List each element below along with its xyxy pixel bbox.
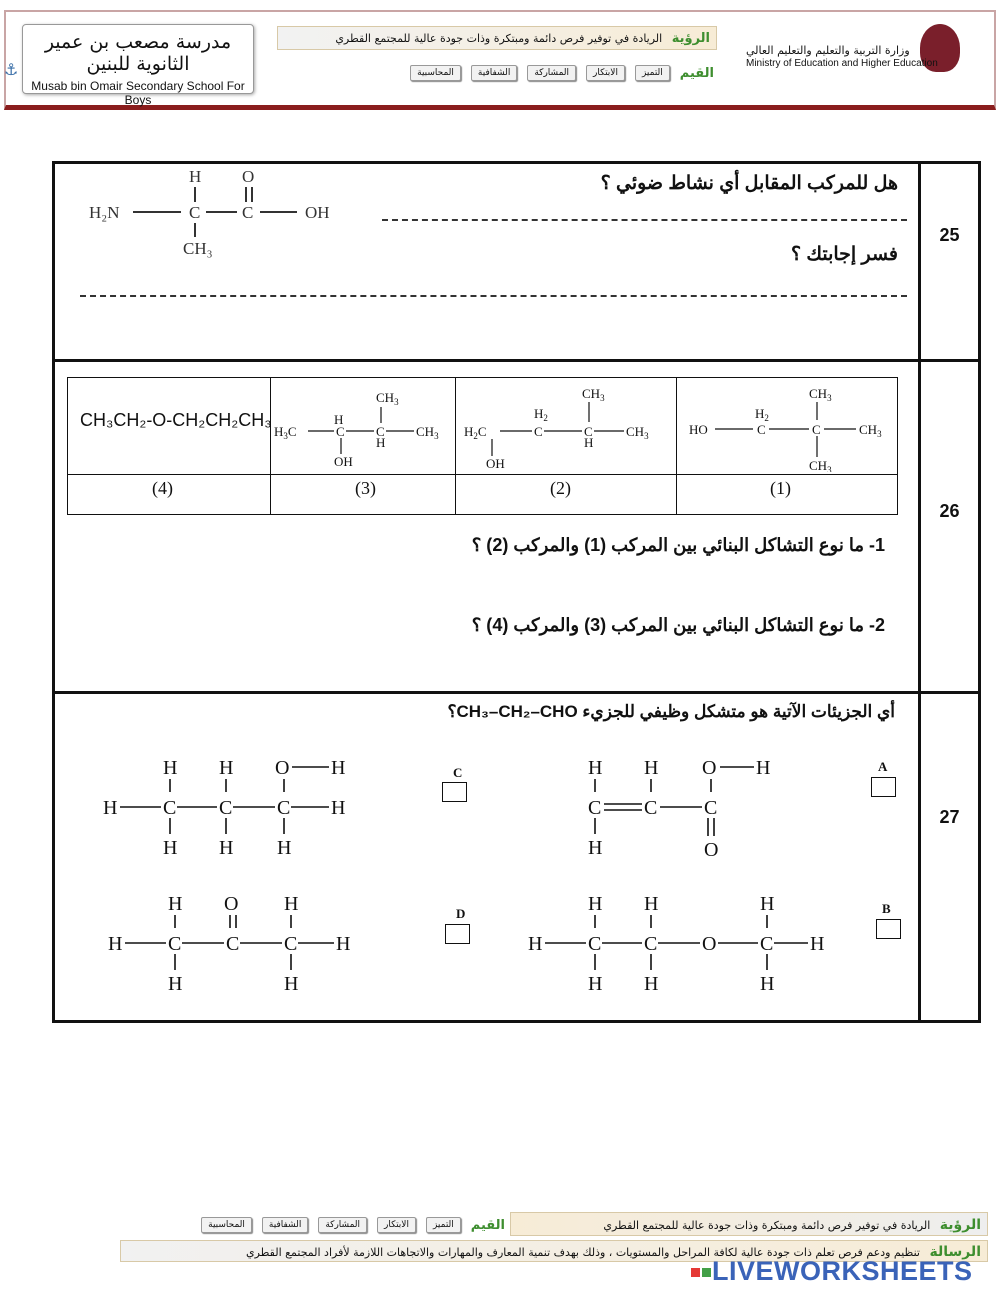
ministry-name-en: Ministry of Education and Higher Education (746, 58, 938, 69)
svg-text:C: C (584, 424, 593, 439)
svg-text:O: O (224, 893, 239, 915)
q25-h-atom: H (189, 167, 202, 186)
q25-answer-line-2[interactable] (80, 295, 907, 297)
svg-text:H: H (163, 837, 178, 859)
row-divider-2 (52, 691, 981, 694)
svg-text:CH3: $CH_3$ (416, 424, 439, 441)
svg-text:C: C (704, 797, 718, 819)
footer-value-excellence: التميز (426, 1217, 461, 1233)
footer-vision-strip (510, 1212, 988, 1236)
q26-subquestion-1: 1- ما نوع التشاكل البنائي بين المركب (1) والمركب (2) ؟ (471, 535, 885, 555)
svg-text:H3C: $H_3C$ (274, 424, 297, 441)
q26-subquestion-2: 2- ما نوع التشاكل البنائي بين المركب (3) والمركب (4) ؟ (471, 615, 885, 635)
vision-strip (277, 26, 717, 50)
svg-text:C: C (163, 797, 177, 819)
vision-label: الرؤية (671, 31, 710, 46)
vision-text: الريادة في توفير فرص دائمة ومبتكرة وذات جودة عالية للمجتمع القطري (335, 32, 663, 45)
svg-text:H: H (588, 973, 603, 995)
svg-text:H: H (103, 797, 118, 819)
page-header (0, 0, 1000, 122)
q26-col-divider-1 (270, 377, 271, 515)
svg-text:C: C (376, 424, 385, 439)
svg-text:H: H (810, 933, 825, 955)
svg-text:H: H (168, 973, 183, 995)
svg-text:C: C (336, 424, 345, 439)
svg-text:CH3: $CH_3$ (809, 386, 832, 403)
svg-text:HO: HO (689, 422, 708, 437)
svg-text:CH3: $CH_3$ (809, 458, 832, 472)
svg-text:CH3: $CH_3$ (859, 422, 882, 439)
q27-option-a-structure (580, 752, 790, 864)
q27-question: أي الجزيئات الآتية هو متشكل وظيفي للجزيء CH₃–CH₂–CHO؟ (447, 702, 895, 721)
svg-text:H: H (163, 757, 178, 779)
svg-text:H: H (528, 933, 543, 955)
svg-text:C: C (644, 933, 658, 955)
value-participation: المشاركة (527, 65, 576, 81)
footer-value-accountability: المحاسبية (201, 1217, 252, 1233)
svg-text:O: O (275, 757, 290, 779)
q27-option-b-checkbox[interactable] (876, 919, 901, 939)
svg-text:H: H (277, 837, 292, 859)
school-name-en: Musab bin Omair Secondary School For Boys (31, 79, 245, 107)
q26-compound-1-structure (679, 380, 897, 472)
value-transparency: الشفافية (471, 65, 517, 81)
footer-value-transparency: الشفافية (262, 1217, 308, 1233)
svg-text:O: O (702, 933, 717, 955)
footer-value-innovation: الابتكار (377, 1217, 416, 1233)
q25-alanine-structure (85, 165, 355, 260)
q25-methyl: CH₃ (183, 239, 213, 258)
ministry-logo (740, 20, 960, 90)
q27-option-d-checkbox[interactable] (445, 924, 470, 944)
svg-text:H: H (331, 797, 346, 819)
svg-text:OH: OH (486, 456, 505, 471)
svg-text:C: C (760, 933, 774, 955)
svg-text:CH3: $CH_3$ (626, 424, 649, 441)
svg-text:H: H (588, 837, 603, 859)
q25-amino-group: H₂N (89, 203, 120, 222)
svg-text:O: O (702, 757, 717, 779)
question-number-26: 26 (939, 501, 960, 521)
svg-text:C: C (812, 422, 821, 437)
svg-text:H2: $H_2$ (534, 406, 548, 423)
svg-text:CH3: $CH_3$ (582, 386, 605, 403)
svg-text:H: H (760, 893, 775, 915)
q26-compound-3-structure (272, 380, 454, 472)
svg-text:C: C (168, 933, 182, 955)
svg-text:CH3: $CH_3$ (376, 390, 399, 407)
q27-option-d-structure (100, 888, 370, 998)
svg-text:C: C (757, 422, 766, 437)
svg-text:H: H (168, 893, 183, 915)
q26-col-divider-3 (676, 377, 677, 515)
q26-label-1: (1) (770, 478, 791, 498)
svg-text:H: H (219, 837, 234, 859)
value-accountability: المحاسبية (410, 65, 461, 81)
question-number-25: 25 (939, 225, 960, 245)
q26-col-divider-2 (455, 377, 456, 515)
svg-text:H: H (108, 933, 123, 955)
q25-carbonyl-carbon: C (242, 203, 254, 222)
svg-text:H2C: $H_2C$ (464, 424, 487, 441)
q25-alpha-carbon: C (189, 203, 201, 222)
q26-compound-4-formula: CH₃CH₂-O-CH₂CH₂CH₃ (80, 410, 272, 430)
value-excellence: التميز (635, 65, 670, 81)
q27-option-c-checkbox[interactable] (442, 782, 467, 802)
svg-text:H: H (588, 893, 603, 915)
q27-option-b-label: B (882, 901, 891, 916)
svg-text:H: H (331, 757, 346, 779)
svg-text:H: H (756, 757, 771, 779)
value-innovation: الابتكار (586, 65, 625, 81)
school-name-ar: مدرسة مصعب بن عمير الثانوية للبنين (44, 31, 232, 75)
q26-compound-2-structure (458, 380, 674, 472)
footer-mission-label: الرسالة (929, 1244, 981, 1260)
q26-inner-hline (67, 474, 898, 475)
anchor-icon: ⚓ (4, 60, 19, 79)
values-label: القيم (679, 65, 714, 81)
svg-text:H2: $H_2$ (755, 406, 769, 423)
q25-o-atom: O (242, 167, 255, 186)
brand-text: LIVEWORKSHEETS (712, 1256, 973, 1286)
svg-text:H: H (219, 757, 234, 779)
footer-mission-text: تنظيم ودعم فرص تعلم ذات جودة عالية لكافة المراحل والمستويات ، وذلك بهدف تنمية المعارف والمهارات والاتجاهات اللازمة لأفراد المجتمع القطري (245, 1246, 920, 1259)
svg-text:C: C (644, 797, 658, 819)
svg-text:H: H (644, 973, 659, 995)
svg-text:H: H (334, 412, 344, 427)
footer-values-row (135, 1214, 505, 1236)
q25-hydroxyl: OH (305, 203, 330, 222)
q27-option-c-label: C (453, 765, 463, 780)
svg-text:C: C (588, 933, 602, 955)
svg-text:O: O (704, 839, 719, 861)
values-row (318, 62, 714, 84)
q26-label-3: (3) (355, 478, 376, 498)
q27-option-a-checkbox[interactable] (871, 777, 896, 797)
school-logo-box (22, 24, 254, 107)
liveworksheets-logo (690, 1256, 973, 1287)
logo-square-red-icon (691, 1268, 700, 1277)
svg-text:C: C (226, 933, 240, 955)
svg-text:H: H (376, 435, 386, 450)
svg-text:H: H (336, 933, 351, 955)
svg-text:H: H (284, 893, 299, 915)
svg-text:H: H (284, 973, 299, 995)
q27-option-c-structure (95, 752, 365, 864)
footer-values-label: القيم (470, 1217, 505, 1233)
question-number-27: 27 (939, 807, 960, 827)
svg-text:C: C (284, 933, 298, 955)
q27-option-d-label: D (456, 906, 466, 921)
footer-vision-label: الرؤية (939, 1217, 981, 1233)
q25-answer-line-1[interactable] (382, 219, 907, 221)
svg-text:H: H (644, 893, 659, 915)
svg-text:H: H (588, 757, 603, 779)
footer-value-participation: المشاركة (318, 1217, 367, 1233)
svg-text:C: C (219, 797, 233, 819)
number-column-divider (918, 161, 921, 1023)
q27-option-b-structure (520, 888, 840, 998)
ministry-name-ar: وزارة التربية والتعليم والتعليم العالي (746, 44, 910, 57)
svg-text:C: C (588, 797, 602, 819)
q26-label-2: (2) (550, 478, 571, 498)
svg-text:OH: OH (334, 454, 353, 469)
svg-text:C: C (277, 797, 291, 819)
logo-square-green-icon (702, 1268, 711, 1277)
svg-text:C: C (534, 424, 543, 439)
svg-text:H: H (584, 435, 594, 450)
q26-label-4: (4) (152, 478, 173, 498)
footer-vision-text: الريادة في توفير فرص دائمة ومبتكرة وذات جودة عالية للمجتمع القطري (603, 1219, 931, 1232)
row-divider-1 (52, 359, 981, 362)
svg-text:H: H (644, 757, 659, 779)
q27-option-a-label: A (878, 759, 888, 774)
svg-text:H: H (760, 973, 775, 995)
q25-question: هل للمركب المقابل أي نشاط ضوئي ؟ (600, 173, 898, 194)
q25-explain-prompt: فسر إجابتك ؟ (790, 244, 898, 265)
